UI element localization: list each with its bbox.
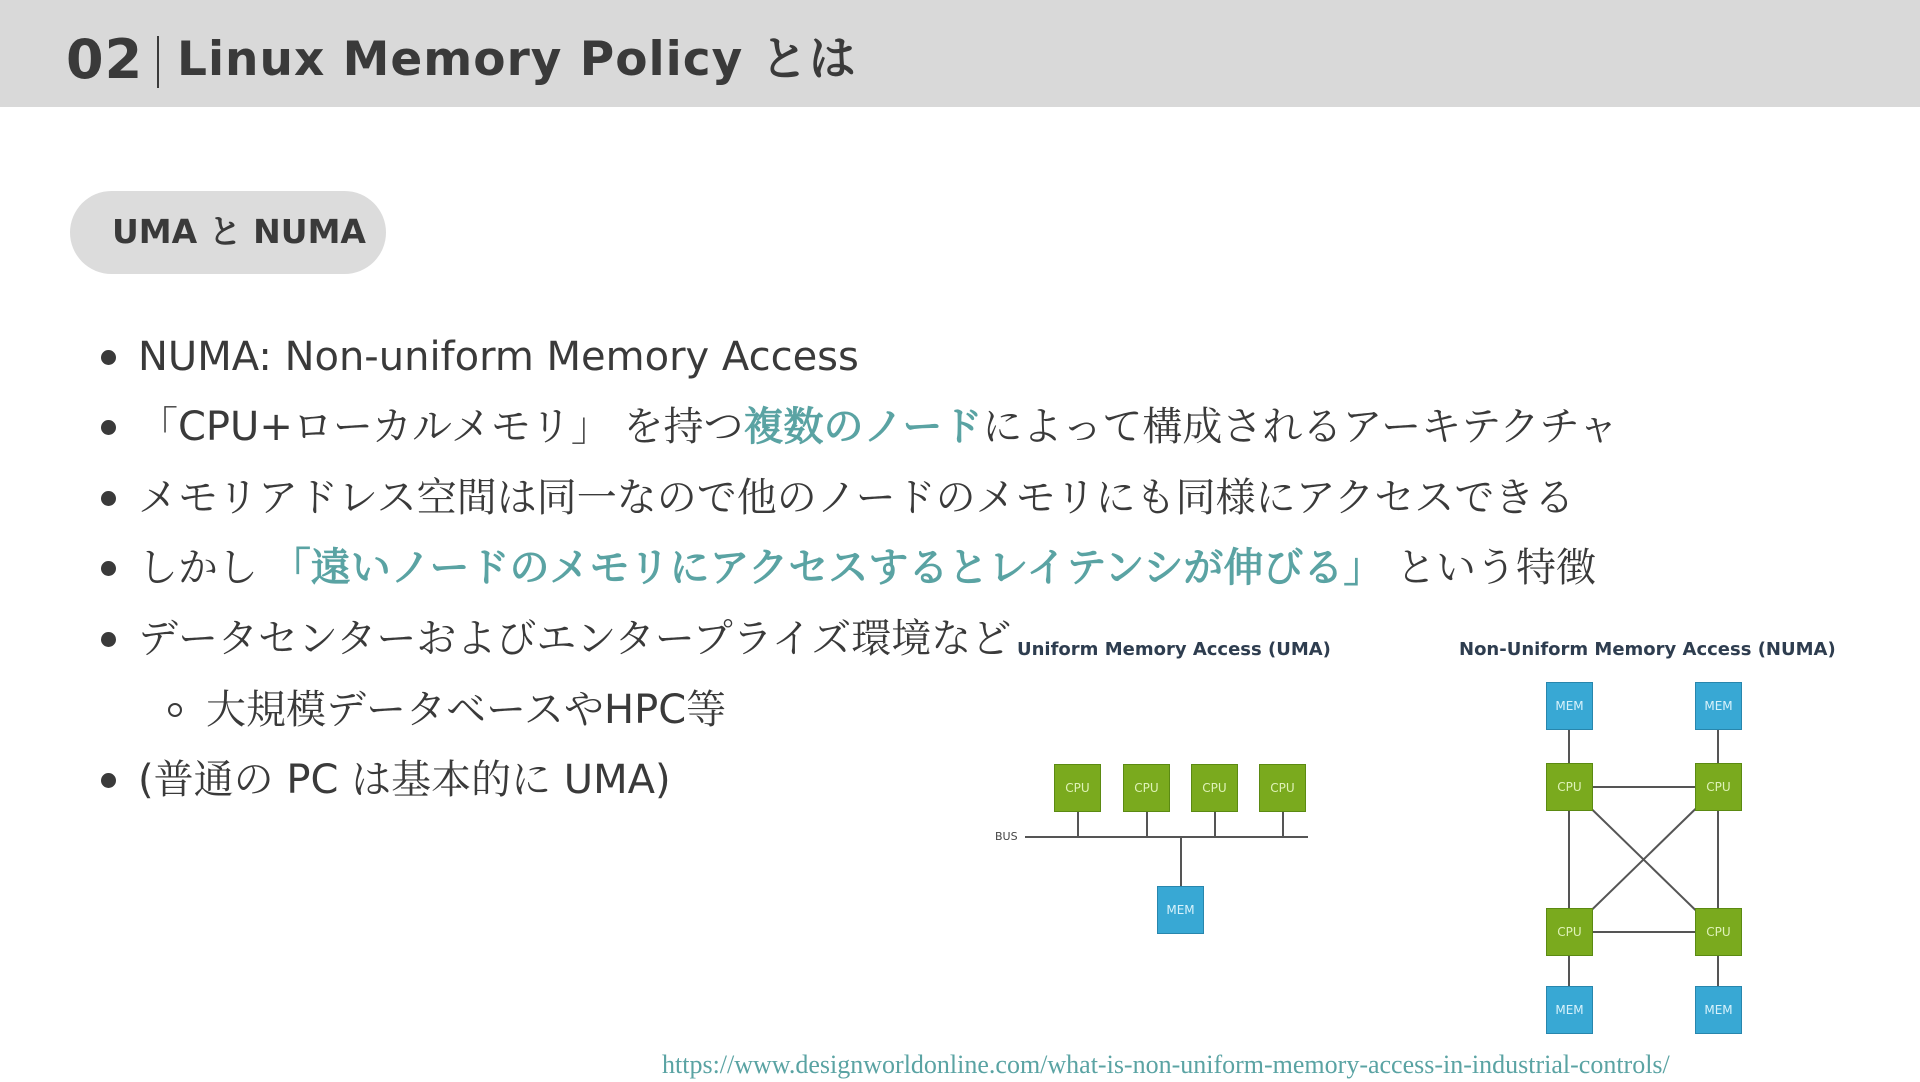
uma-cpu-box: CPU <box>1123 764 1170 812</box>
numa-mem-box: MEM <box>1546 682 1593 730</box>
bullet-text: 「CPU+ローカルメモリ」 を持つ <box>138 404 744 450</box>
uma-cpu-box: CPU <box>1259 764 1306 812</box>
bullet-text: 大規模データベースやHPC等 <box>206 687 727 733</box>
uma-diagram-title: Uniform Memory Access (UMA) <box>1017 639 1331 660</box>
source-link[interactable]: https://www.designworldonline.com/what-is-non-uniform-memory-access-in-industrial-controls/ <box>662 1050 1670 1079</box>
page-title: Linux Memory Policy とは <box>177 32 857 87</box>
numa-mem-box: MEM <box>1546 986 1593 1034</box>
uma-cpu-box: CPU <box>1054 764 1101 812</box>
bullet-text: という特徴 <box>1383 545 1597 591</box>
uma-bus-label: BUS <box>995 830 1018 843</box>
numa-cpu-box: CPU <box>1695 908 1742 956</box>
bullet-text: しかし <box>138 545 271 591</box>
bullet-text: によって構成されるアーキテクチャ <box>982 404 1619 450</box>
numa-cpu-box: CPU <box>1695 763 1742 811</box>
bullet-text: データセンターおよびエンタープライズ環境など <box>138 616 1012 662</box>
numa-cpu-box: CPU <box>1546 763 1593 811</box>
numa-mem-box: MEM <box>1695 986 1742 1034</box>
bullet-text: NUMA: Non-uniform Memory Access <box>138 334 859 380</box>
bullet-text: (普通の PC は基本的に UMA) <box>138 757 671 803</box>
highlighted-text: 「遠いノードのメモリにアクセスするとレイテンシが伸びる」 <box>270 545 1384 591</box>
numa-mem-box: MEM <box>1695 682 1742 730</box>
highlighted-text: 複数のノード <box>743 404 983 450</box>
uma-cpu-box: CPU <box>1191 764 1238 812</box>
uma-mem-box: MEM <box>1157 886 1204 934</box>
numa-cpu-box: CPU <box>1546 908 1593 956</box>
numa-diagram-title: Non-Uniform Memory Access (NUMA) <box>1459 639 1836 660</box>
section-number: 02 <box>66 28 144 91</box>
topic-tag-label: UMA と NUMA <box>112 212 366 251</box>
bullet-text: メモリアドレス空間は同一なので他のノードのメモリにも同様にアクセスできる <box>138 475 1575 521</box>
